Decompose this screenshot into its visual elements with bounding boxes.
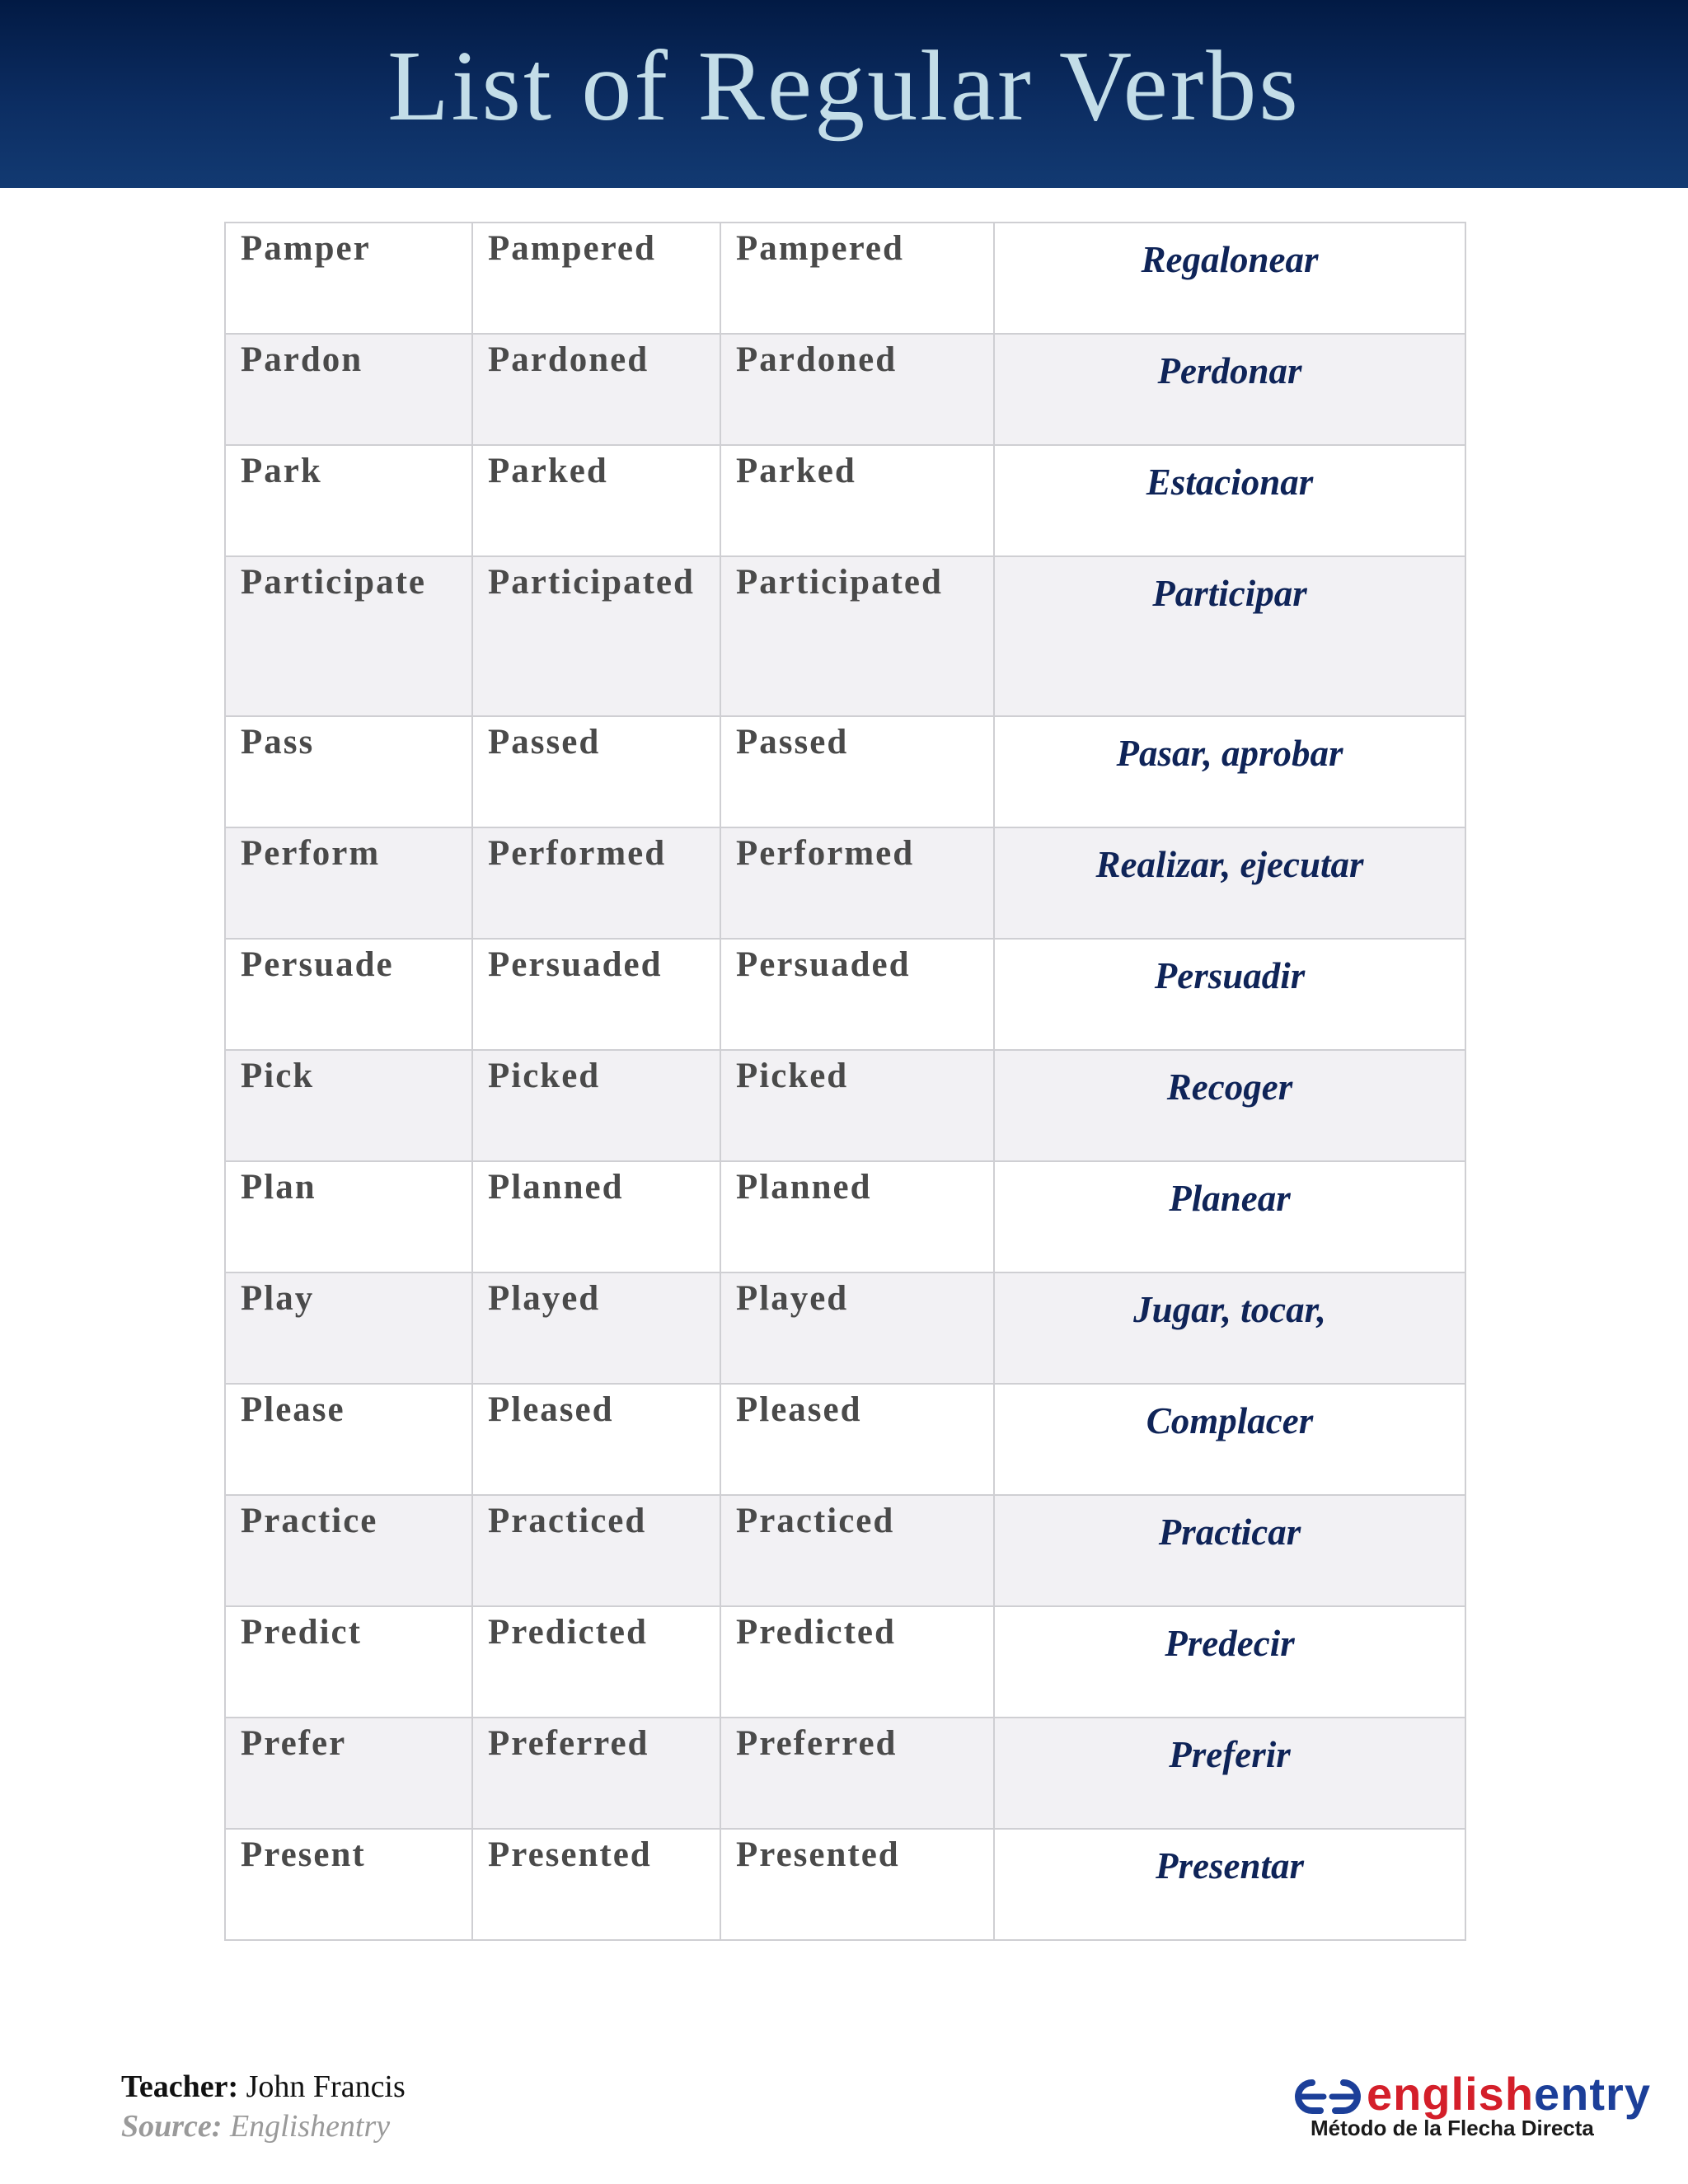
verb-participle: Practiced	[720, 1495, 994, 1606]
table-row	[225, 1829, 1465, 1940]
source-name: Englishentry	[229, 2109, 391, 2144]
verb-base: Park	[225, 445, 472, 556]
verb-participle: Persuaded	[720, 939, 994, 1050]
verb-base: Plan	[225, 1161, 472, 1272]
verb-base: Pick	[225, 1050, 472, 1161]
verb-past: Performed	[472, 827, 720, 939]
verb-participle: Passed	[720, 716, 994, 827]
verb-spanish: Predecir	[994, 1606, 1465, 1718]
table-row	[225, 1606, 1465, 1718]
teacher-line	[121, 2067, 406, 2107]
verb-participle: Participated	[720, 556, 994, 716]
source-line	[121, 2107, 406, 2146]
table-row	[225, 1718, 1465, 1829]
verb-base: Persuade	[225, 939, 472, 1050]
verb-base: Perform	[225, 827, 472, 939]
verb-base: Please	[225, 1384, 472, 1495]
verb-participle: Performed	[720, 827, 994, 939]
table-row	[225, 827, 1465, 939]
verb-base: Prefer	[225, 1718, 472, 1829]
logo-wordmark	[1367, 2068, 1651, 2121]
logo-arrows-icon	[1287, 2076, 1368, 2117]
verb-spanish: Estacionar	[994, 445, 1465, 556]
verb-past: Pardoned	[472, 334, 720, 445]
verb-spanish: Complacer	[994, 1384, 1465, 1495]
verb-past: Practiced	[472, 1495, 720, 1606]
source-label: Source:	[121, 2109, 223, 2144]
footer-credits	[121, 2067, 406, 2146]
table-row	[225, 1161, 1465, 1272]
verb-spanish: Perdonar	[994, 334, 1465, 445]
verb-table	[224, 222, 1466, 1941]
verb-spanish: Practicar	[994, 1495, 1465, 1606]
verb-base: Participate	[225, 556, 472, 716]
teacher-label: Teacher:	[121, 2069, 239, 2104]
verb-past: Passed	[472, 716, 720, 827]
verb-base: Present	[225, 1829, 472, 1940]
verb-base: Pamper	[225, 223, 472, 334]
logo-tagline: Método de la Flecha Directa	[1311, 2116, 1594, 2140]
verb-participle: Predicted	[720, 1606, 994, 1718]
verb-spanish: Preferir	[994, 1718, 1465, 1829]
verb-participle: Pampered	[720, 223, 994, 334]
verb-spanish: Persuadir	[994, 939, 1465, 1050]
verb-participle: Parked	[720, 445, 994, 556]
verb-participle: Presented	[720, 1829, 994, 1940]
page-title: List of Regular Verbs	[387, 30, 1301, 142]
verb-past: Presented	[472, 1829, 720, 1940]
logo-word-entry: entry	[1534, 2068, 1651, 2120]
verb-participle: Planned	[720, 1161, 994, 1272]
table-row	[225, 939, 1465, 1050]
table-row	[225, 556, 1465, 716]
verb-past: Planned	[472, 1161, 720, 1272]
englishentry-logo	[1287, 2068, 1651, 2140]
verb-base: Play	[225, 1272, 472, 1384]
verb-participle: Pardoned	[720, 334, 994, 445]
verb-past: Picked	[472, 1050, 720, 1161]
verb-base: Predict	[225, 1606, 472, 1718]
verb-participle: Picked	[720, 1050, 994, 1161]
verb-past: Pleased	[472, 1384, 720, 1495]
table-row	[225, 1384, 1465, 1495]
verb-past: Played	[472, 1272, 720, 1384]
verb-base: Pardon	[225, 334, 472, 445]
verb-participle: Played	[720, 1272, 994, 1384]
table-row	[225, 1050, 1465, 1161]
table-row	[225, 445, 1465, 556]
verb-base: Practice	[225, 1495, 472, 1606]
table-row	[225, 1495, 1465, 1606]
verb-past: Preferred	[472, 1718, 720, 1829]
verb-base: Pass	[225, 716, 472, 827]
verb-past: Parked	[472, 445, 720, 556]
table-row	[225, 223, 1465, 334]
verb-spanish: Presentar	[994, 1829, 1465, 1940]
verb-past: Participated	[472, 556, 720, 716]
verb-spanish: Jugar, tocar,	[994, 1272, 1465, 1384]
verb-past: Persuaded	[472, 939, 720, 1050]
table-row	[225, 1272, 1465, 1384]
page-header	[0, 0, 1688, 188]
logo-word-english: english	[1367, 2068, 1535, 2120]
verb-spanish: Realizar, ejecutar	[994, 827, 1465, 939]
verb-participle: Preferred	[720, 1718, 994, 1829]
verb-past: Predicted	[472, 1606, 720, 1718]
verb-spanish: Pasar, aprobar	[994, 716, 1465, 827]
verb-spanish: Recoger	[994, 1050, 1465, 1161]
table-row	[225, 716, 1465, 827]
verb-spanish: Regalonear	[994, 223, 1465, 334]
verb-spanish: Participar	[994, 556, 1465, 716]
table-row	[225, 334, 1465, 445]
verb-participle: Pleased	[720, 1384, 994, 1495]
teacher-name: John Francis	[246, 2069, 406, 2104]
verb-past: Pampered	[472, 223, 720, 334]
verb-spanish: Planear	[994, 1161, 1465, 1272]
